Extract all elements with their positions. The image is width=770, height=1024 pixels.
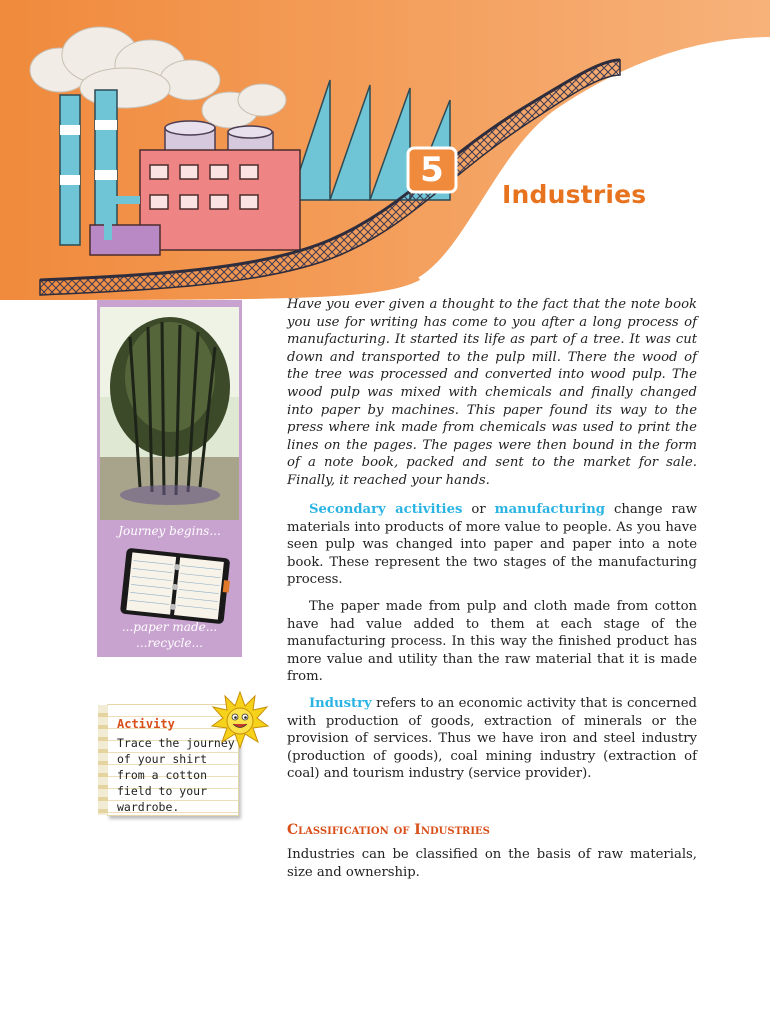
para1-text: change raw materials into products of more value to people. As you have seen pulp was changed into paper and paper into a note book. These represent the two stages of the manufacturing process.	[287, 502, 697, 588]
chapter-title: Industries	[502, 180, 647, 209]
activity-text: Trace the journey of your shirt from a cotton field to your wardrobe.	[117, 736, 235, 814]
para3-text: refers to an economic activity that is concerned with production of goods, extraction of minerals or the provision of services. Thus we have iron and steel industry (production of goods), coal mining industry (extraction of coal) and tourism industry (service provider).	[287, 696, 697, 782]
sidebar-photo-panel	[97, 300, 242, 657]
para1-connector: or	[462, 502, 495, 517]
chapter-header-illustration	[0, 0, 770, 300]
keyword-industry: Industry	[309, 696, 372, 711]
intro-paragraph: Have you ever given a thought to the fact that the note book you use for writing has come to you after a long process of manufacturing. It started its life as part of a tree. It was cut down and transported to the pulp mill. There the wood of the tree was processed and converted into wood pulp. The wood pulp was mixed with chemicals and finally changed into paper by machines. This paper found its way to the press where ink made from chemicals was used to print the lines on the pages. The pages were then bound in the form of a note book, packed and sent to the market for sale. Finally, it reached your hands.	[287, 297, 697, 488]
paragraph-secondary-activities	[287, 501, 697, 589]
caption-recycle: ...recycle...	[136, 636, 203, 650]
notebook-photo	[119, 547, 231, 627]
activity-tab	[98, 705, 108, 815]
activity-title: Activity	[117, 717, 175, 731]
keyword-secondary-activities: Secondary activities	[309, 502, 463, 517]
caption-paper-made: ...paper made...	[121, 620, 218, 634]
paragraph-classification: Industries can be classified on the basis of raw materials, size and ownership.	[287, 847, 697, 880]
paragraph-value-added: The paper made from pulp and cloth made from cotton have had value added to them at each stage of the manufacturing process. In this way the finished product has more value and utility than the raw material that it is made from.	[287, 599, 697, 685]
smiling-sun-icon	[210, 690, 270, 750]
bamboo-photo	[100, 307, 239, 520]
chapter-number: 5	[420, 150, 444, 190]
paragraph-industry-definition	[287, 695, 697, 783]
section-heading-classification: Classification of Industries	[287, 822, 490, 838]
caption-journey-begins: Journey begins...	[118, 524, 221, 538]
keyword-manufacturing: manufacturing	[494, 502, 606, 517]
